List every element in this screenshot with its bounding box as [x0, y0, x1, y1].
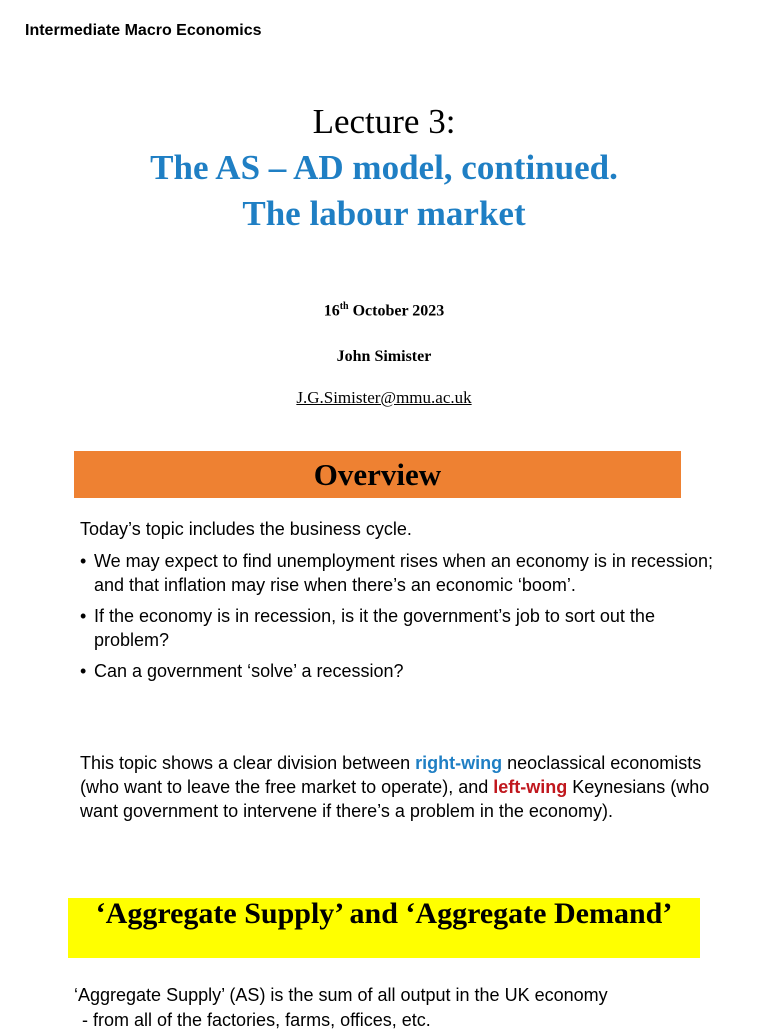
- bullet-dot-icon: •: [80, 661, 87, 681]
- asad-heading: ‘Aggregate Supply’ and ‘Aggregate Demand’: [68, 898, 700, 958]
- overview-heading: Overview: [74, 451, 681, 498]
- bullet-text: If the economy is in recession, is it the government’s job to sort out the problem?: [94, 606, 655, 650]
- bullet-dot-icon: •: [80, 606, 87, 626]
- bullet-dot-icon: •: [80, 551, 87, 571]
- as-definition-line2: - from all of the factories, farms, offices, etc.: [82, 1010, 431, 1030]
- division-mid: neoclassical economists (who want to leave the free market to operate), and: [80, 753, 702, 797]
- author-name: John Simister: [336, 348, 432, 365]
- list-item: [80, 659, 720, 683]
- list-item: [80, 549, 720, 597]
- left-wing-label: left-wing: [493, 777, 568, 797]
- right-wing-label: right-wing: [415, 753, 503, 773]
- lecture-subtitle-line1: The AS – AD model, continued.: [150, 148, 618, 187]
- overview-intro: Today’s topic includes the business cycle.: [80, 519, 412, 539]
- course-title: Intermediate Macro Economics: [25, 22, 262, 39]
- as-definition-line1: ‘Aggregate Supply’ (AS) is the sum of all output in the UK economy: [74, 985, 608, 1005]
- date-day: 16: [323, 302, 340, 320]
- date-rest: October 2023: [348, 302, 445, 320]
- lecture-subtitle-line2: The labour market: [242, 194, 526, 233]
- author-email: [0, 388, 768, 408]
- overview-bullet-list: [80, 549, 720, 690]
- division-end: Keynesians (who want government to intervene if there’s a problem in the economy).: [80, 777, 710, 821]
- email-link[interactable]: J.G.Simister@mmu.ac.uk: [296, 388, 472, 407]
- lecture-date: [0, 301, 768, 320]
- date-suffix: th: [339, 301, 349, 312]
- bullet-text: We may expect to find unemployment rises when an economy is in recession; and that inflation may rise when there’s an economic ‘boom’.: [94, 551, 713, 595]
- lecture-title: Lecture 3:: [312, 102, 456, 141]
- division-start: This topic shows a clear division between: [80, 753, 416, 773]
- division-paragraph: [80, 751, 720, 823]
- list-item: [80, 604, 720, 652]
- bullet-text: Can a government ‘solve’ a recession?: [94, 661, 404, 681]
